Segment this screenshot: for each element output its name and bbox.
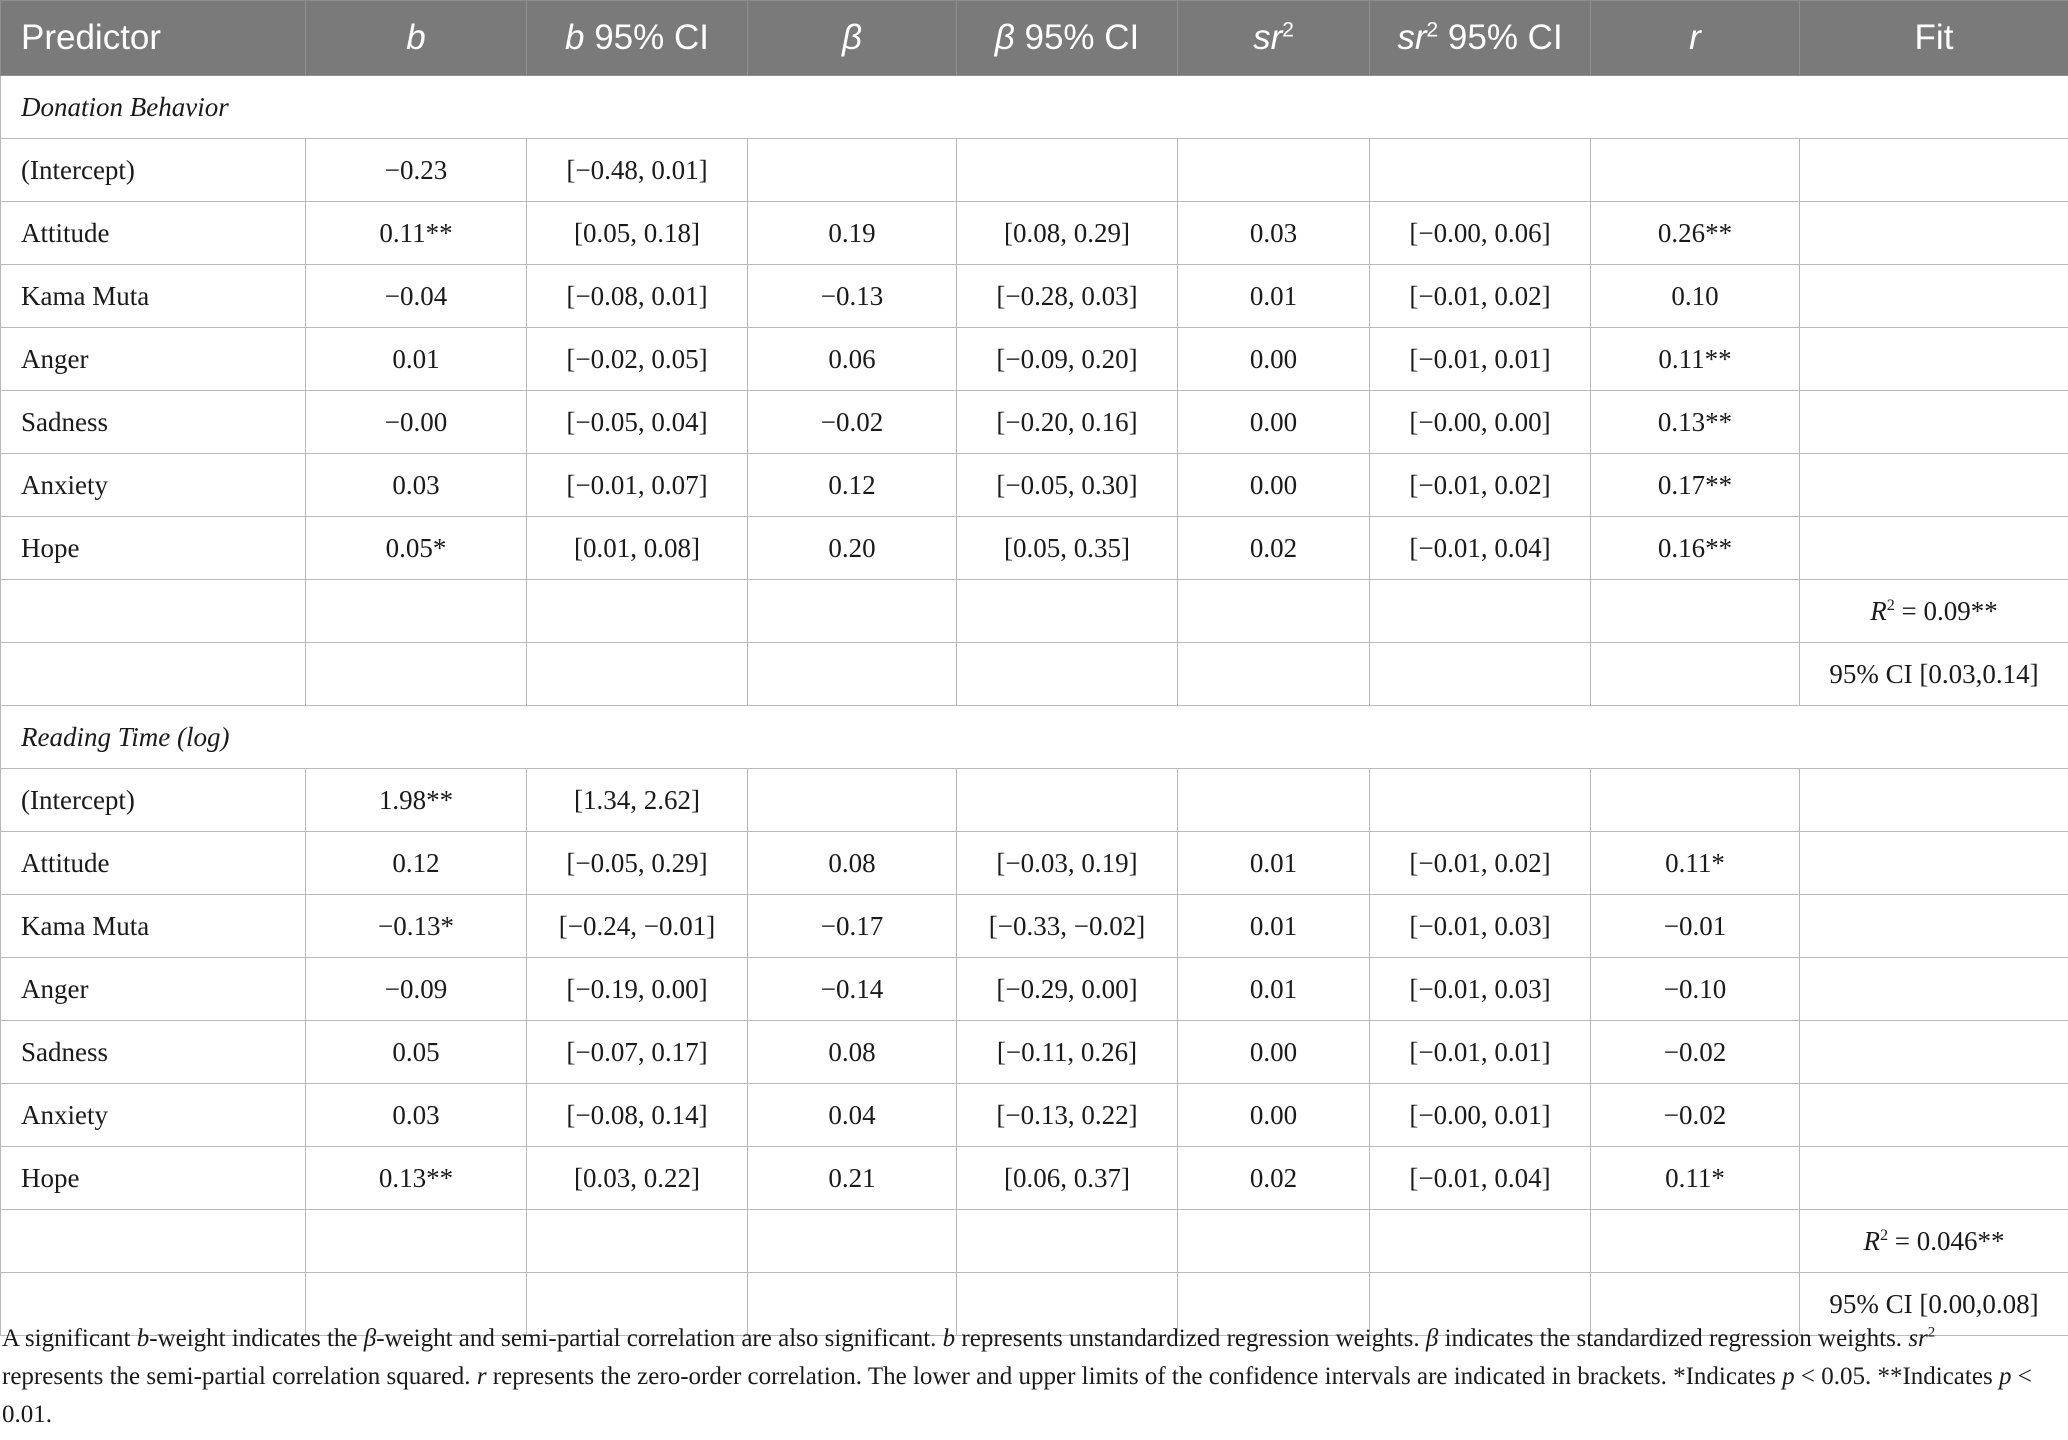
cell-beta (748, 769, 957, 832)
cell-sr2-ci: [−0.01, 0.03] (1370, 958, 1591, 1021)
cell-r: 0.10 (1591, 265, 1800, 328)
footnote-text-7: represents the zero-order correlation. The lower and upper limits of the confidence intervals are indicated in brackets. *Indicates (486, 1363, 1783, 1390)
cell-sr2-ci (1370, 139, 1591, 202)
cell-b: 1.98** (306, 769, 527, 832)
header-beta-ci-text: 95% CI (1014, 18, 1140, 57)
fit-r2-sup: 2 (1879, 1225, 1889, 1244)
cell-fit (1800, 328, 2068, 391)
cell-b-ci: [−0.08, 0.14] (527, 1084, 748, 1147)
header-sr2-sup: 2 (1282, 18, 1294, 42)
cell-beta: 0.21 (748, 1147, 957, 1210)
cell-r: 0.11* (1591, 832, 1800, 895)
footnote-sr: sr (1908, 1325, 1928, 1352)
footnote-b-2: b (942, 1325, 956, 1352)
footnote-text-4: represents unstandardized regression weights. (955, 1325, 1426, 1352)
cell-sr2-ci: [−0.01, 0.04] (1370, 1147, 1591, 1210)
cell-beta-ci: [−0.03, 0.19] (957, 832, 1178, 895)
section-title: Donation Behavior (1, 76, 2068, 139)
cell-fit (1800, 1147, 2068, 1210)
cell-r (1591, 139, 1800, 202)
cell-fit-ci: 95% CI [0.03,0.14] (1800, 643, 2068, 706)
cell-b-ci: [1.34, 2.62] (527, 769, 748, 832)
cell-sr2-ci: [−0.01, 0.02] (1370, 265, 1591, 328)
cell-r: 0.16** (1591, 517, 1800, 580)
cell-beta-ci: [−0.29, 0.00] (957, 958, 1178, 1021)
cell-beta (748, 139, 957, 202)
table-header (1, 1, 2068, 76)
table-row (1, 1147, 2068, 1210)
cell-beta-ci: [−0.13, 0.22] (957, 1084, 1178, 1147)
empty-cell (748, 1210, 957, 1273)
cell-predictor: Hope (1, 1147, 306, 1210)
cell-sr2-ci (1370, 769, 1591, 832)
table-body (1, 76, 2068, 1336)
table-row (1, 1084, 2068, 1147)
cell-fit (1800, 202, 2068, 265)
cell-b: 0.01 (306, 328, 527, 391)
cell-sr2: 0.00 (1178, 1021, 1370, 1084)
cell-predictor: (Intercept) (1, 769, 306, 832)
empty-cell (527, 1210, 748, 1273)
cell-fit (1800, 832, 2068, 895)
empty-cell (306, 1210, 527, 1273)
cell-beta-ci: [0.06, 0.37] (957, 1147, 1178, 1210)
header-predictor: Predictor (1, 1, 306, 76)
fit-r2-label: R (1870, 595, 1887, 626)
cell-fit (1800, 895, 2068, 958)
table-row (1, 1021, 2068, 1084)
cell-beta-ci: [−0.09, 0.20] (957, 328, 1178, 391)
cell-sr2-ci: [−0.01, 0.02] (1370, 454, 1591, 517)
header-b-ci (527, 1, 748, 76)
cell-sr2-ci: [−0.00, 0.01] (1370, 1084, 1591, 1147)
table-row (1, 454, 2068, 517)
cell-sr2: 0.00 (1178, 391, 1370, 454)
fit-ci-row (1, 643, 2068, 706)
cell-b: 0.12 (306, 832, 527, 895)
cell-sr2: 0.00 (1178, 328, 1370, 391)
footnote-text-2: -weight indicates the (149, 1325, 364, 1352)
cell-r: 0.11* (1591, 1147, 1800, 1210)
section-row (1, 76, 2068, 139)
cell-b: 0.11** (306, 202, 527, 265)
cell-sr2-ci: [−0.00, 0.06] (1370, 202, 1591, 265)
cell-b: −0.13* (306, 895, 527, 958)
cell-b-ci: [−0.05, 0.29] (527, 832, 748, 895)
table-row (1, 517, 2068, 580)
table-row (1, 895, 2068, 958)
cell-b: 0.03 (306, 454, 527, 517)
empty-cell (957, 580, 1178, 643)
cell-fit (1800, 391, 2068, 454)
table-row (1, 769, 2068, 832)
fit-row (1, 580, 2068, 643)
cell-beta-ci: [−0.05, 0.30] (957, 454, 1178, 517)
table-row (1, 958, 2068, 1021)
cell-beta-ci: [0.08, 0.29] (957, 202, 1178, 265)
cell-sr2: 0.02 (1178, 1147, 1370, 1210)
cell-beta-ci: [0.05, 0.35] (957, 517, 1178, 580)
cell-beta: 0.08 (748, 832, 957, 895)
table-footnote (0, 1320, 2042, 1434)
cell-fit (1800, 1021, 2068, 1084)
cell-beta: −0.14 (748, 958, 957, 1021)
cell-predictor: Hope (1, 517, 306, 580)
cell-b-ci: [−0.05, 0.04] (527, 391, 748, 454)
cell-sr2-ci: [−0.01, 0.02] (1370, 832, 1591, 895)
fit-row (1, 1210, 2068, 1273)
cell-sr2-ci: [−0.01, 0.04] (1370, 517, 1591, 580)
table-row (1, 328, 2068, 391)
cell-r: −0.10 (1591, 958, 1800, 1021)
header-sr2-ci (1370, 1, 1591, 76)
footnote-r: r (476, 1363, 487, 1390)
header-sr2-symbol: sr (1253, 18, 1283, 57)
table-row (1, 139, 2068, 202)
header-beta-ci (957, 1, 1178, 76)
cell-predictor: Anxiety (1, 454, 306, 517)
header-sr2 (1178, 1, 1370, 76)
header-beta: β (748, 1, 957, 76)
cell-fit (1800, 517, 2068, 580)
cell-sr2 (1178, 139, 1370, 202)
header-sr2-ci-sup: 2 (1426, 18, 1439, 42)
footnote-p-1: p (1782, 1363, 1795, 1390)
empty-cell (957, 1210, 1178, 1273)
empty-cell (1370, 1210, 1591, 1273)
empty-cell (1, 1210, 306, 1273)
cell-predictor: Anxiety (1, 1084, 306, 1147)
cell-r: 0.11** (1591, 328, 1800, 391)
section-title: Reading Time (log) (1, 706, 2068, 769)
header-sr2-ci-text: 95% CI (1438, 18, 1563, 57)
cell-beta: −0.02 (748, 391, 957, 454)
footnote-text-6: represents the semi-partial correlation squared. (2, 1363, 477, 1390)
cell-beta: 0.12 (748, 454, 957, 517)
cell-r: 0.13** (1591, 391, 1800, 454)
cell-b: −0.23 (306, 139, 527, 202)
empty-cell (957, 643, 1178, 706)
cell-beta: 0.04 (748, 1084, 957, 1147)
footnote-b-1: b (136, 1325, 150, 1352)
cell-beta-ci: [−0.20, 0.16] (957, 391, 1178, 454)
cell-b: −0.04 (306, 265, 527, 328)
cell-beta-ci: [−0.28, 0.03] (957, 265, 1178, 328)
empty-cell (1178, 580, 1370, 643)
cell-sr2 (1178, 769, 1370, 832)
cell-sr2: 0.01 (1178, 265, 1370, 328)
cell-fit (1800, 1084, 2068, 1147)
cell-beta: 0.06 (748, 328, 957, 391)
cell-predictor: (Intercept) (1, 139, 306, 202)
cell-r: −0.02 (1591, 1084, 1800, 1147)
header-fit: Fit (1800, 1, 2068, 76)
cell-fit (1800, 265, 2068, 328)
cell-sr2-ci: [−0.01, 0.03] (1370, 895, 1591, 958)
header-beta-ci-symbol: β (994, 18, 1015, 57)
cell-sr2: 0.01 (1178, 832, 1370, 895)
cell-b: −0.09 (306, 958, 527, 1021)
footnote-beta-2: β (1425, 1325, 1439, 1352)
cell-beta: 0.19 (748, 202, 957, 265)
empty-cell (527, 643, 748, 706)
cell-fit-r2 (1800, 1210, 2068, 1273)
cell-b: −0.00 (306, 391, 527, 454)
cell-fit (1800, 139, 2068, 202)
cell-predictor: Kama Muta (1, 265, 306, 328)
cell-sr2: 0.01 (1178, 895, 1370, 958)
cell-predictor: Anger (1, 328, 306, 391)
cell-fit-ci: 95% CI [0.00,0.08] (1800, 1273, 2068, 1336)
fit-r2-value: = 0.046** (1888, 1225, 2005, 1256)
cell-fit-r2 (1800, 580, 2068, 643)
cell-r: −0.01 (1591, 895, 1800, 958)
cell-b-ci: [0.03, 0.22] (527, 1147, 748, 1210)
footnote-text-9: < 0.01. (2, 1363, 2032, 1428)
fit-r2-label: R (1863, 1225, 1880, 1256)
cell-fit (1800, 454, 2068, 517)
cell-b: 0.05 (306, 1021, 527, 1084)
cell-beta: −0.17 (748, 895, 957, 958)
cell-predictor: Sadness (1, 391, 306, 454)
cell-b-ci: [0.01, 0.08] (527, 517, 748, 580)
header-b: b (306, 1, 527, 76)
fit-r2-value: = 0.09** (1894, 595, 1998, 626)
footnote-text-3: -weight and semi-partial correlation are also significant. (376, 1325, 943, 1352)
cell-predictor: Attitude (1, 832, 306, 895)
cell-sr2-ci: [−0.00, 0.00] (1370, 391, 1591, 454)
cell-b-ci: [−0.07, 0.17] (527, 1021, 748, 1084)
cell-r: −0.02 (1591, 1021, 1800, 1084)
cell-beta-ci (957, 769, 1178, 832)
cell-b-ci: [−0.01, 0.07] (527, 454, 748, 517)
empty-cell (1591, 643, 1800, 706)
header-r: r (1591, 1, 1800, 76)
cell-sr2: 0.00 (1178, 454, 1370, 517)
empty-cell (1178, 1210, 1370, 1273)
cell-predictor: Sadness (1, 1021, 306, 1084)
empty-cell (527, 580, 748, 643)
cell-predictor: Anger (1, 958, 306, 1021)
cell-b: 0.13** (306, 1147, 527, 1210)
empty-cell (748, 643, 957, 706)
cell-r: 0.17** (1591, 454, 1800, 517)
footnote-p-2: p (1998, 1363, 2012, 1390)
cell-sr2-ci: [−0.01, 0.01] (1370, 328, 1591, 391)
cell-b-ci: [−0.02, 0.05] (527, 328, 748, 391)
cell-sr2: 0.00 (1178, 1084, 1370, 1147)
cell-beta: 0.08 (748, 1021, 957, 1084)
empty-cell (1591, 1210, 1800, 1273)
cell-b: 0.05* (306, 517, 527, 580)
cell-beta-ci (957, 139, 1178, 202)
footnote-text-5: indicates the standardized regression weights. (1438, 1325, 1909, 1352)
cell-sr2: 0.01 (1178, 958, 1370, 1021)
cell-predictor: Kama Muta (1, 895, 306, 958)
table-row (1, 265, 2068, 328)
footnote-sr-sup: 2 (1927, 1324, 1936, 1341)
empty-cell (748, 580, 957, 643)
cell-b-ci: [−0.19, 0.00] (527, 958, 748, 1021)
cell-predictor: Attitude (1, 202, 306, 265)
empty-cell (1591, 580, 1800, 643)
empty-cell (1, 643, 306, 706)
cell-beta-ci: [−0.11, 0.26] (957, 1021, 1178, 1084)
header-sr2-ci-symbol: sr (1397, 18, 1427, 57)
table-row (1, 391, 2068, 454)
empty-cell (1, 580, 306, 643)
cell-sr2: 0.03 (1178, 202, 1370, 265)
empty-cell (306, 580, 527, 643)
table-row (1, 202, 2068, 265)
empty-cell (1178, 643, 1370, 706)
cell-beta: −0.13 (748, 265, 957, 328)
cell-b: 0.03 (306, 1084, 527, 1147)
cell-r: 0.26** (1591, 202, 1800, 265)
cell-b-ci: [−0.24, −0.01] (527, 895, 748, 958)
cell-r (1591, 769, 1800, 832)
header-b-ci-symbol: b (565, 18, 585, 57)
footnote-beta-1: β (363, 1325, 377, 1352)
cell-sr2: 0.02 (1178, 517, 1370, 580)
cell-b-ci: [−0.08, 0.01] (527, 265, 748, 328)
cell-beta-ci: [−0.33, −0.02] (957, 895, 1178, 958)
cell-sr2-ci: [−0.01, 0.01] (1370, 1021, 1591, 1084)
footnote-text-8: < 0.05. **Indicates (1794, 1363, 1999, 1390)
fit-r2-sup: 2 (1886, 595, 1895, 614)
footnote-text-1: A significant (2, 1325, 137, 1352)
empty-cell (306, 643, 527, 706)
empty-cell (1370, 580, 1591, 643)
cell-fit (1800, 958, 2068, 1021)
header-b-ci-text: 95% CI (584, 18, 709, 57)
cell-fit (1800, 769, 2068, 832)
section-row (1, 706, 2068, 769)
header-row (1, 1, 2068, 76)
table-row (1, 832, 2068, 895)
empty-cell (1370, 643, 1591, 706)
cell-b-ci: [0.05, 0.18] (527, 202, 748, 265)
cell-b-ci: [−0.48, 0.01] (527, 139, 748, 202)
cell-beta: 0.20 (748, 517, 957, 580)
